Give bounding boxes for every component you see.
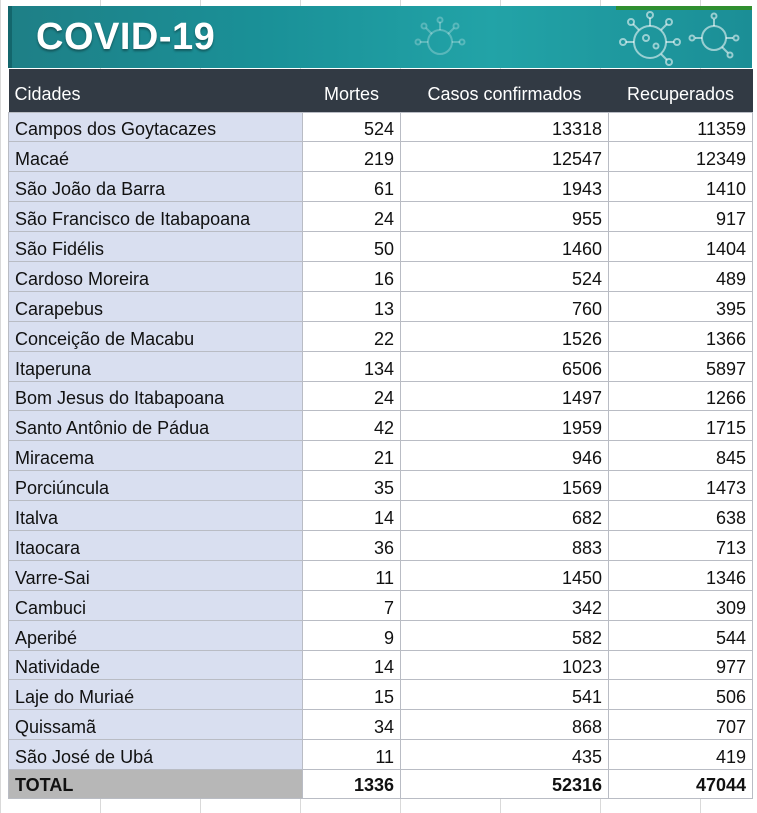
table-row	[9, 142, 753, 172]
deaths-cell[interactable]: 24	[303, 202, 401, 232]
banner-title: COVID-19	[36, 16, 216, 58]
table-row	[9, 590, 753, 620]
cases-cell[interactable]: 1460	[401, 232, 609, 262]
table-row	[9, 680, 753, 710]
recovered-cell[interactable]: 1473	[609, 471, 753, 501]
recovered-cell[interactable]: 638	[609, 501, 753, 531]
recovered-cell[interactable]: 309	[609, 590, 753, 620]
recovered-cell[interactable]: 5897	[609, 351, 753, 381]
city-cell[interactable]: Campos dos Goytacazes	[9, 112, 303, 142]
table-row	[9, 202, 753, 232]
deaths-cell[interactable]: 15	[303, 680, 401, 710]
cases-cell[interactable]: 1526	[401, 321, 609, 351]
cases-cell[interactable]: 342	[401, 590, 609, 620]
deaths-cell[interactable]: 524	[303, 112, 401, 142]
table-row	[9, 232, 753, 262]
deaths-cell[interactable]: 7	[303, 590, 401, 620]
cases-cell[interactable]: 541	[401, 680, 609, 710]
cases-cell[interactable]: 524	[401, 261, 609, 291]
city-cell[interactable]: São João da Barra	[9, 172, 303, 202]
table-row	[9, 172, 753, 202]
deaths-cell[interactable]: 219	[303, 142, 401, 172]
recovered-cell[interactable]: 707	[609, 710, 753, 740]
city-cell[interactable]: São Francisco de Itabapoana	[9, 202, 303, 232]
recovered-cell[interactable]: 1346	[609, 560, 753, 590]
recovered-cell[interactable]: 845	[609, 441, 753, 471]
recovered-cell[interactable]: 1410	[609, 172, 753, 202]
deaths-cell[interactable]: 42	[303, 411, 401, 441]
recovered-cell[interactable]: 506	[609, 680, 753, 710]
deaths-cell[interactable]: 24	[303, 381, 401, 411]
cases-cell[interactable]: 682	[401, 501, 609, 531]
header-cidades[interactable]: Cidades	[9, 69, 303, 112]
city-cell[interactable]: Cardoso Moreira	[9, 261, 303, 291]
table-row	[9, 710, 753, 740]
deaths-cell[interactable]: 134	[303, 351, 401, 381]
header-mortes[interactable]: Mortes	[303, 69, 401, 112]
cases-cell[interactable]: 1943	[401, 172, 609, 202]
cases-cell[interactable]: 760	[401, 291, 609, 321]
recovered-cell[interactable]: 544	[609, 620, 753, 650]
city-cell[interactable]: Conceição de Macabu	[9, 321, 303, 351]
cases-cell[interactable]: 946	[401, 441, 609, 471]
city-cell[interactable]: São Fidélis	[9, 232, 303, 262]
recovered-cell[interactable]: 1266	[609, 381, 753, 411]
table-row	[9, 411, 753, 441]
cases-cell[interactable]: 883	[401, 530, 609, 560]
recovered-cell[interactable]: 1366	[609, 321, 753, 351]
table-row	[9, 560, 753, 590]
cases-cell[interactable]: 6506	[401, 351, 609, 381]
cases-cell[interactable]: 868	[401, 710, 609, 740]
virus-icon	[400, 14, 480, 64]
city-cell[interactable]: Varre-Sai	[9, 560, 303, 590]
recovered-cell[interactable]: 419	[609, 740, 753, 770]
covid-data-table	[8, 69, 753, 799]
cases-cell[interactable]: 12547	[401, 142, 609, 172]
deaths-cell[interactable]: 21	[303, 441, 401, 471]
total-recovered[interactable]: 47044	[609, 770, 753, 799]
recovered-cell[interactable]: 1404	[609, 232, 753, 262]
city-cell[interactable]: Laje do Muriaé	[9, 680, 303, 710]
deaths-cell[interactable]: 11	[303, 560, 401, 590]
city-cell[interactable]: Italva	[9, 501, 303, 531]
virus-icon	[602, 8, 752, 68]
recovered-cell[interactable]: 395	[609, 291, 753, 321]
city-cell[interactable]: Miracema	[9, 441, 303, 471]
table-header-row	[9, 69, 753, 112]
city-cell[interactable]: Santo Antônio de Pádua	[9, 411, 303, 441]
cases-cell[interactable]: 13318	[401, 112, 609, 142]
deaths-cell[interactable]: 11	[303, 740, 401, 770]
total-deaths[interactable]: 1336	[303, 770, 401, 799]
cases-cell[interactable]: 955	[401, 202, 609, 232]
table-row	[9, 381, 753, 411]
deaths-cell[interactable]: 50	[303, 232, 401, 262]
city-cell[interactable]: Natividade	[9, 650, 303, 680]
cases-cell[interactable]: 1569	[401, 471, 609, 501]
table-row	[9, 112, 753, 142]
table-row	[9, 351, 753, 381]
cases-cell[interactable]: 582	[401, 620, 609, 650]
table-row	[9, 471, 753, 501]
cases-cell[interactable]: 1497	[401, 381, 609, 411]
cases-cell[interactable]: 435	[401, 740, 609, 770]
city-cell[interactable]: Quissamã	[9, 710, 303, 740]
recovered-cell[interactable]: 489	[609, 261, 753, 291]
banner-left-edge	[8, 6, 12, 68]
table-row	[9, 291, 753, 321]
table-row	[9, 261, 753, 291]
deaths-cell[interactable]: 34	[303, 710, 401, 740]
table-row	[9, 620, 753, 650]
cases-cell[interactable]: 1023	[401, 650, 609, 680]
table-row	[9, 740, 753, 770]
recovered-cell[interactable]: 713	[609, 530, 753, 560]
deaths-cell[interactable]: 14	[303, 501, 401, 531]
city-cell[interactable]: Aperibé	[9, 620, 303, 650]
table-row	[9, 530, 753, 560]
cases-cell[interactable]: 1959	[401, 411, 609, 441]
city-cell[interactable]: Itaocara	[9, 530, 303, 560]
cases-cell[interactable]: 1450	[401, 560, 609, 590]
total-label[interactable]: TOTAL	[9, 770, 303, 799]
deaths-cell[interactable]: 9	[303, 620, 401, 650]
header-recuperados[interactable]: Recuperados	[609, 69, 753, 112]
city-cell[interactable]: Cambuci	[9, 590, 303, 620]
deaths-cell[interactable]: 14	[303, 650, 401, 680]
recovered-cell[interactable]: 11359	[609, 112, 753, 142]
deaths-cell[interactable]: 16	[303, 261, 401, 291]
deaths-cell[interactable]: 22	[303, 321, 401, 351]
city-cell[interactable]: Carapebus	[9, 291, 303, 321]
total-row	[9, 770, 753, 799]
header-casos-confirmados[interactable]: Casos confirmados	[401, 69, 609, 112]
city-cell[interactable]: Porciúncula	[9, 471, 303, 501]
recovered-cell[interactable]: 1715	[609, 411, 753, 441]
city-cell[interactable]: São José de Ubá	[9, 740, 303, 770]
city-cell[interactable]: Itaperuna	[9, 351, 303, 381]
deaths-cell[interactable]: 61	[303, 172, 401, 202]
city-cell[interactable]: Macaé	[9, 142, 303, 172]
total-cases[interactable]: 52316	[401, 770, 609, 799]
deaths-cell[interactable]: 35	[303, 471, 401, 501]
table-row	[9, 441, 753, 471]
city-cell[interactable]: Bom Jesus do Itabapoana	[9, 381, 303, 411]
table-row	[9, 321, 753, 351]
recovered-cell[interactable]: 977	[609, 650, 753, 680]
deaths-cell[interactable]: 36	[303, 530, 401, 560]
recovered-cell[interactable]: 12349	[609, 142, 753, 172]
recovered-cell[interactable]: 917	[609, 202, 753, 232]
table-row	[9, 650, 753, 680]
table-row	[9, 501, 753, 531]
deaths-cell[interactable]: 13	[303, 291, 401, 321]
covid-banner	[8, 6, 752, 68]
